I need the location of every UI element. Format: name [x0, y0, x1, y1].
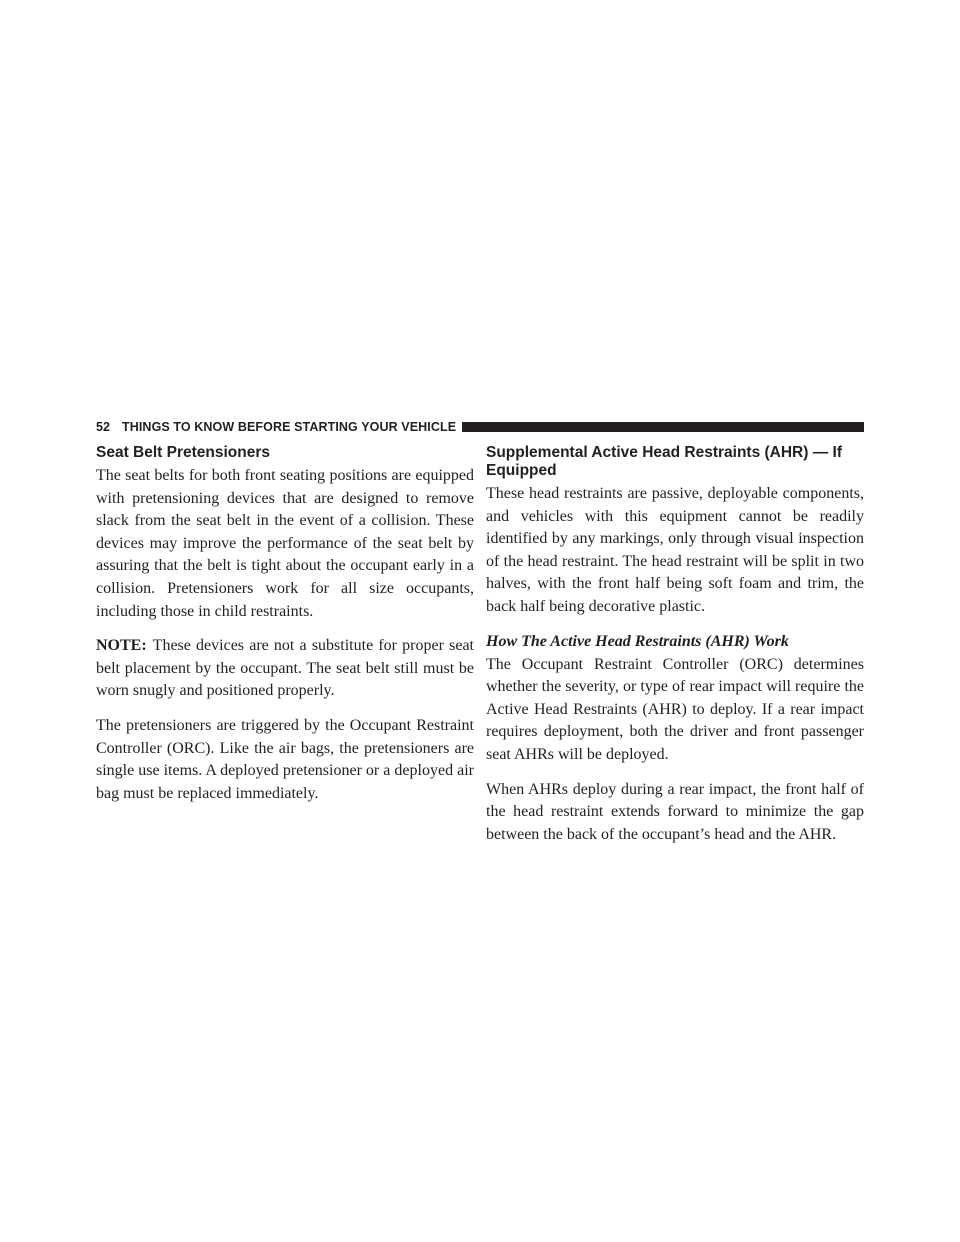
left-column: [96, 444, 474, 817]
pretensioners-paragraph-2: The pretensioners are triggered by the Occupant Restraint Controller (ORC). Like the air bags, the pretensioners are single use items. A deployed pretensioner or a deployed air bag must be replaced immediately.: [96, 716, 474, 802]
note-text: These devices are not a substitute for proper seat belt placement by the occupant. The seat belt still must be worn snugly and positioned properly.: [96, 637, 474, 700]
page-number: 52: [96, 420, 110, 434]
pretensioners-paragraph-1: The seat belts for both front seating positions are equipped with pretensioning devices that are designed to remove slack from the seat belt in the event of a collision. These devices may improve the performance of the seat belt by assuring that the belt is tight about the occupant early in a collision. Pretensioners work for all size occupants, including those in child restraints.: [96, 467, 474, 620]
ahr-paragraph-3: When AHRs deploy during a rear impact, the front half of the head restraint extends forward to minimize the gap between the back of the occupant’s head and the AHR.: [486, 780, 864, 843]
ahr-heading: Supplemental Active Head Restraints (AHR) — If Equipped: [486, 444, 842, 479]
ahr-subheading: How The Active Head Restraints (AHR) Work: [486, 632, 789, 650]
note-label: NOTE:: [96, 637, 147, 655]
ahr-paragraph-2: The Occupant Restraint Controller (ORC) determines whether the severity, or type of rear impact will require the Active Head Restraints (AHR) to deploy. If a rear impact requires deployment, both the driver and front passenger seat AHRs will be deployed.: [486, 655, 864, 763]
ahr-paragraph-1: These head restraints are passive, deployable components, and vehicles with this equipment cannot be readily identified by any markings, only through visual inspection of the head restraint. The head restraint will be split in two halves, with the front half being soft foam and trim, the back half being decorative plastic.: [486, 485, 864, 615]
header-rule: [462, 422, 864, 432]
page-header: [96, 418, 864, 436]
seat-belt-pretensioners-heading: Seat Belt Pretensioners: [96, 444, 271, 461]
note-paragraph: [96, 635, 474, 703]
section-title: THINGS TO KNOW BEFORE STARTING YOUR VEHICLE: [122, 420, 457, 434]
right-column: [486, 444, 864, 858]
